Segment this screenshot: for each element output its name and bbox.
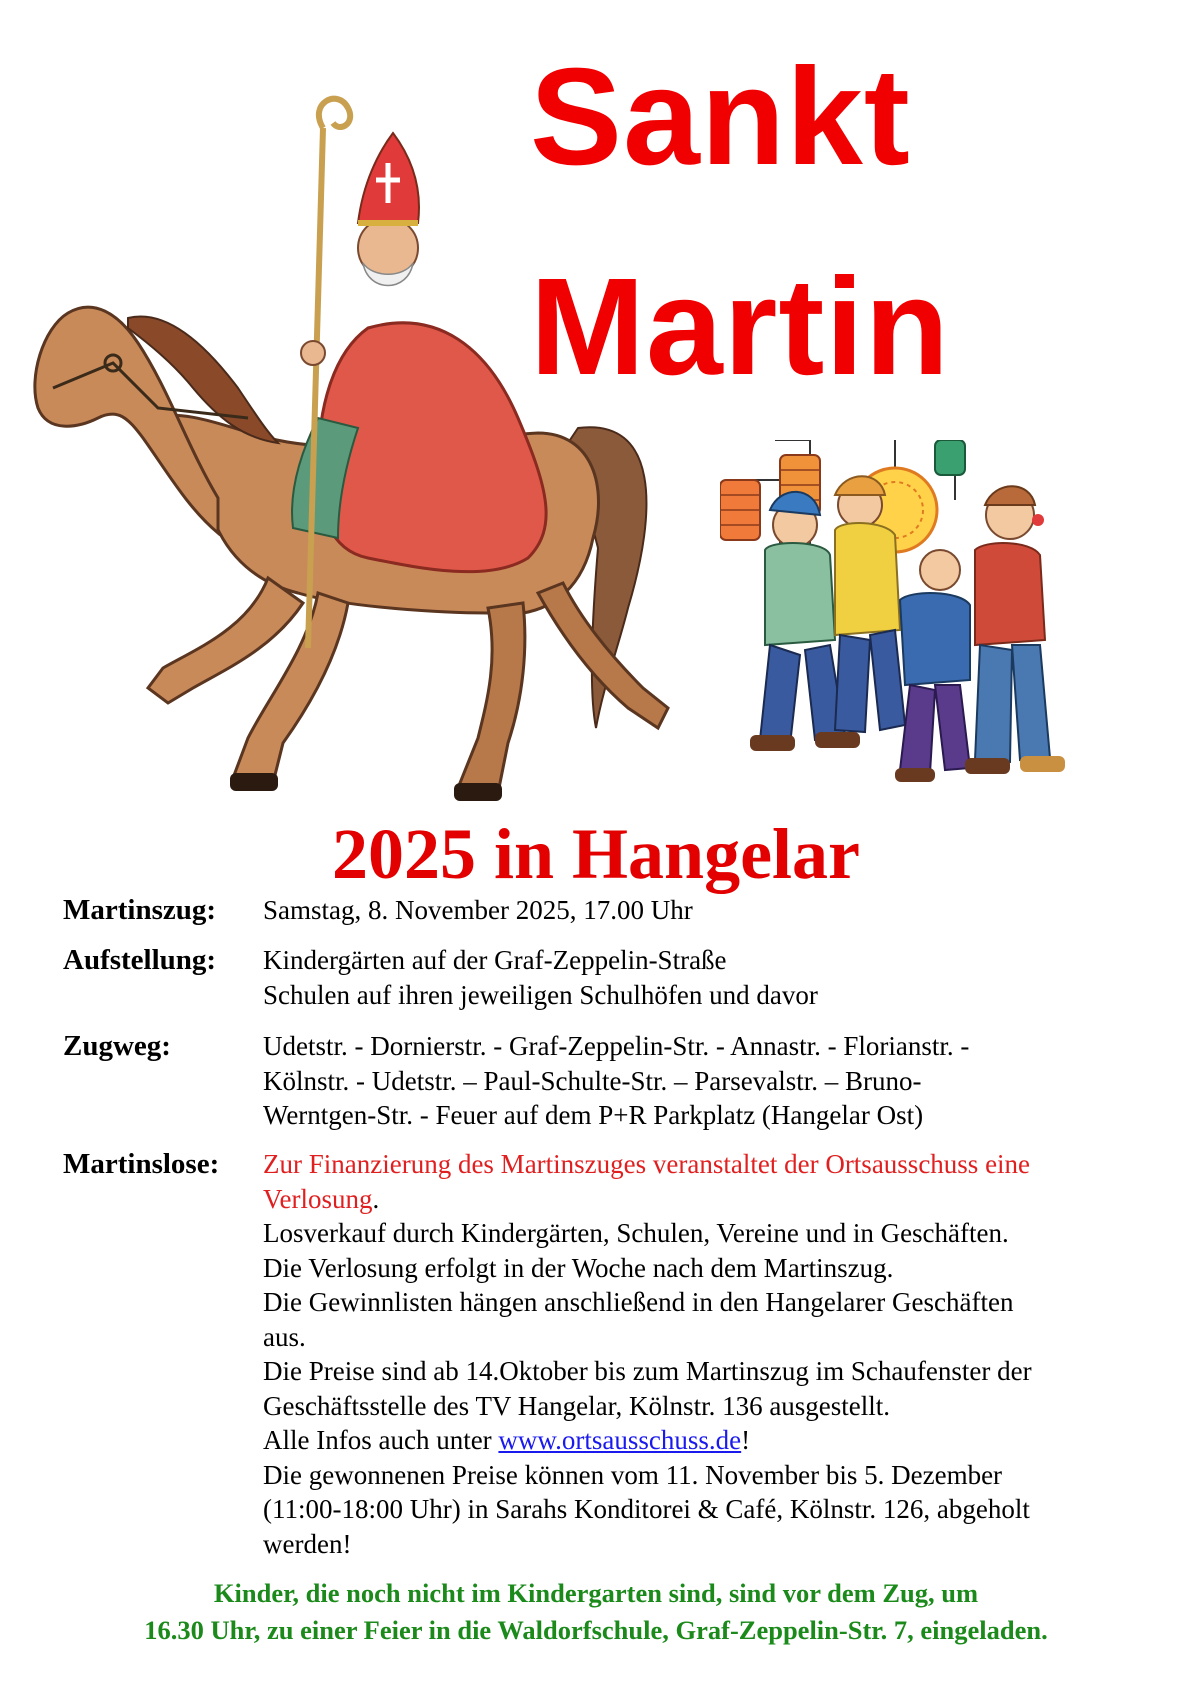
section-label: Zugweg: [63, 1030, 171, 1062]
lottery-intro-line: Zur Finanzierung des Martinszuges veranstaltet der Ortsausschuss eine [263, 1149, 1031, 1179]
info-line: Die Gewinnlisten hängen anschließend in den Hangelarer Geschäften [263, 1287, 1014, 1317]
info-line: Die Preise sind ab 14.Oktober bis zum Martinszug im Schaufenster der [263, 1356, 1032, 1386]
info-line: Die Verlosung erfolgt in der Woche nach dem Martinszug. [263, 1252, 894, 1283]
route-line: Kölnstr. - Udetstr. – Paul-Schulte-Str. – Parsevalstr. – Bruno- [263, 1065, 922, 1096]
info-suffix: ! [741, 1425, 751, 1455]
info-line: werden! [263, 1528, 352, 1559]
footer-line: 16.30 Uhr, zu einer Feier in die Waldorfschule, Graf-Zeppelin-Str. 7, eingeladen. [144, 1615, 1048, 1645]
info-prefix: Alle Infos auch unter [263, 1425, 499, 1455]
info-line: Kindergärten auf der Graf-Zeppelin-Straße [263, 945, 727, 975]
info-line: Geschäftsstelle des TV Hangelar, Kölnstr. 136 ausgestellt. [263, 1390, 891, 1421]
info-line: Schulen auf ihren jeweiligen Schulhöfen und davor [263, 979, 818, 1010]
info-line: Losverkauf durch Kindergärten, Schulen, Vereine und in Geschäften. [263, 1218, 1009, 1248]
section-label: Martinslose: [63, 1148, 220, 1180]
website-link[interactable]: www.ortsausschuss.de [498, 1425, 742, 1455]
saint-martin-on-horse-illustration [18, 88, 718, 818]
section-label: Martinszug: [63, 894, 217, 926]
route-line: Udetstr. - Dornierstr. - Graf-Zeppelin-Str. - Annastr. - Florianstr. - [263, 1031, 970, 1061]
event-subtitle: 2025 in Hangelar [331, 814, 860, 894]
route-line: Werntgen-Str. - Feuer auf dem P+R Parkplatz (Hangelar Ost) [263, 1100, 924, 1130]
section-label: Aufstellung: [63, 944, 217, 976]
info-line: aus. [263, 1321, 306, 1352]
title-line-1: Sankt [530, 40, 911, 194]
lottery-intro-line: Verlosung [263, 1183, 373, 1214]
info-line: Samstag, 8. November 2025, 17.00 Uhr [263, 895, 693, 925]
punctuation: . [372, 1183, 380, 1214]
title-line-2: Martin [530, 250, 950, 404]
footer-note [0, 1575, 1192, 1649]
info-line: (11:00-18:00 Uhr) in Sarahs Konditorei & Café, Kölnstr. 126, abgeholt [263, 1494, 1030, 1524]
info-line: Die gewonnenen Preise können vom 11. November bis 5. Dezember [263, 1459, 1003, 1490]
children-with-lanterns-illustration [720, 440, 1140, 815]
footer-line: Kinder, die noch nicht im Kindergarten sind, sind vor dem Zug, um [213, 1578, 979, 1608]
info-link-line [263, 1423, 1163, 1458]
